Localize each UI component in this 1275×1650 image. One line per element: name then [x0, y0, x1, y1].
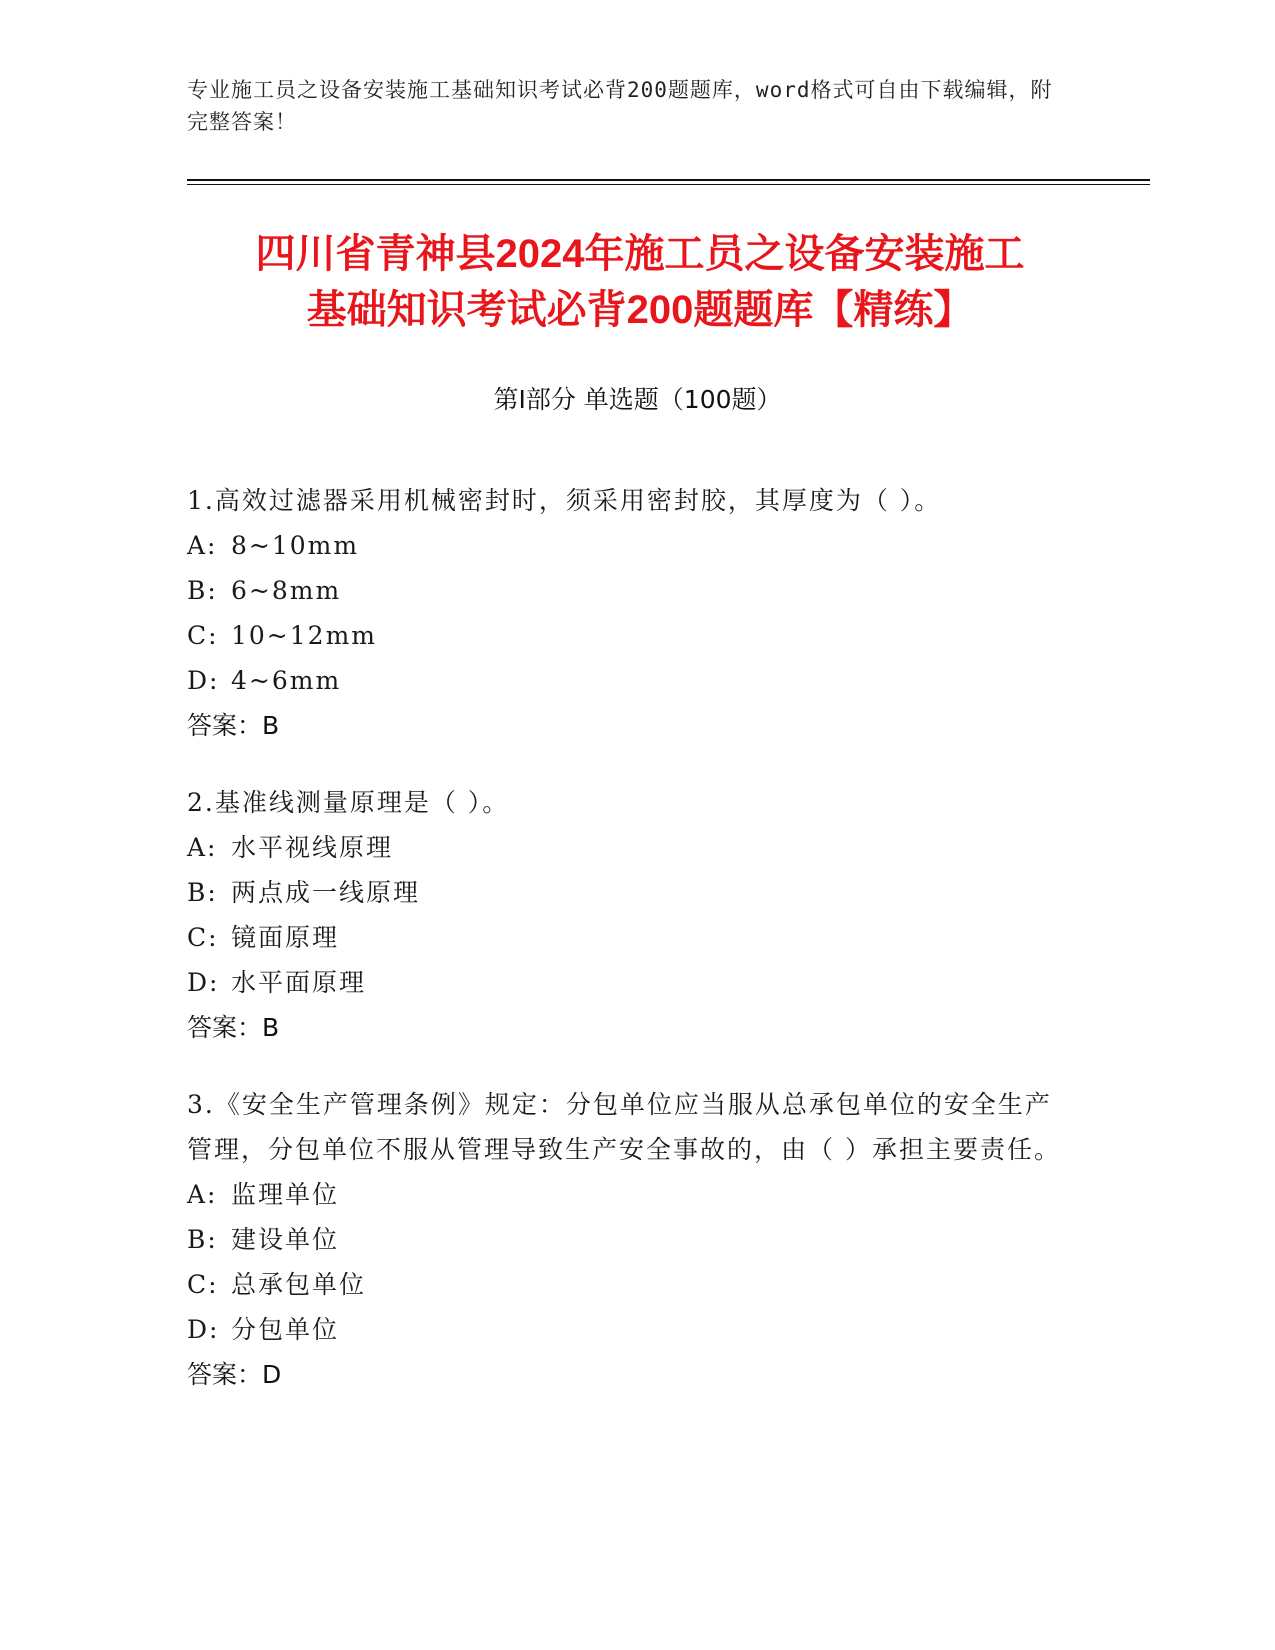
option-key: B: — [187, 576, 218, 605]
option-key: C: — [187, 621, 219, 650]
option-d — [187, 1307, 1067, 1352]
answer-value: D — [262, 1360, 282, 1389]
question-list — [187, 478, 1067, 1429]
option-text: 建设单位 — [231, 1225, 340, 1254]
answer-label: 答案： — [187, 1013, 263, 1042]
answer-value: B — [262, 711, 280, 740]
option-key: D: — [187, 968, 220, 997]
answer-label: 答案： — [187, 711, 263, 740]
document-title-line-1: 四川省青神县2024年施工员之设备安装施工 — [255, 232, 1025, 276]
option-a — [187, 523, 1067, 568]
option-text: 总承包单位 — [231, 1270, 367, 1299]
question-stem: 1.高效过滤器采用机械密封时，须采用密封胶，其厚度为（ ）。 — [187, 486, 942, 515]
option-d — [187, 658, 1067, 703]
question-1 — [187, 478, 1067, 748]
option-a — [187, 1172, 1067, 1217]
option-text: 6~8mm — [231, 576, 342, 605]
option-key: D: — [187, 1315, 220, 1344]
option-text: 分包单位 — [231, 1315, 340, 1344]
header-note: 专业施工员之设备安装施工基础知识考试必背200题题库，word格式可自由下载编辑，附完整答案！ — [187, 78, 1053, 134]
option-b — [187, 870, 1067, 915]
option-b — [187, 568, 1067, 613]
option-key: A: — [187, 833, 218, 862]
option-b — [187, 1217, 1067, 1262]
option-c — [187, 1262, 1067, 1307]
question-stem: 2.基准线测量原理是（ ）。 — [187, 788, 510, 817]
option-c — [187, 915, 1067, 960]
question-stem: 3.《安全生产管理条例》规定：分包单位应当服从总承包单位的安全生产管理，分包单位不服从管理导致生产安全事故的，由（ ）承担主要责任。 — [187, 1090, 1061, 1164]
option-key: C: — [187, 923, 219, 952]
header-rule-thin — [187, 184, 1150, 185]
document-title — [160, 226, 1120, 338]
option-text: 镜面原理 — [231, 923, 340, 952]
option-text: 4~6mm — [231, 666, 342, 695]
option-text: 两点成一线原理 — [231, 878, 421, 907]
option-c — [187, 613, 1067, 658]
header-rule-thick — [187, 179, 1150, 181]
option-key: A: — [187, 1180, 218, 1209]
option-text: 水平面原理 — [231, 968, 367, 997]
answer-line — [187, 703, 1067, 748]
option-key: B: — [187, 878, 218, 907]
section-title: 第I部分 单选题（100题） — [493, 385, 782, 414]
answer-value: B — [262, 1013, 280, 1042]
option-key: A: — [187, 531, 218, 560]
question-3 — [187, 1082, 1067, 1397]
option-text: 监理单位 — [231, 1180, 340, 1209]
option-a — [187, 825, 1067, 870]
option-d — [187, 960, 1067, 1005]
option-key: D: — [187, 666, 220, 695]
question-2 — [187, 780, 1067, 1050]
option-key: B: — [187, 1225, 218, 1254]
answer-line — [187, 1352, 1067, 1397]
document-title-line-2: 基础知识考试必背200题题库【精练】 — [306, 288, 974, 332]
option-text: 10~12mm — [231, 621, 377, 650]
option-key: C: — [187, 1270, 219, 1299]
option-text: 水平视线原理 — [231, 833, 394, 862]
answer-label: 答案： — [187, 1360, 263, 1389]
answer-line — [187, 1005, 1067, 1050]
option-text: 8~10mm — [231, 531, 360, 560]
